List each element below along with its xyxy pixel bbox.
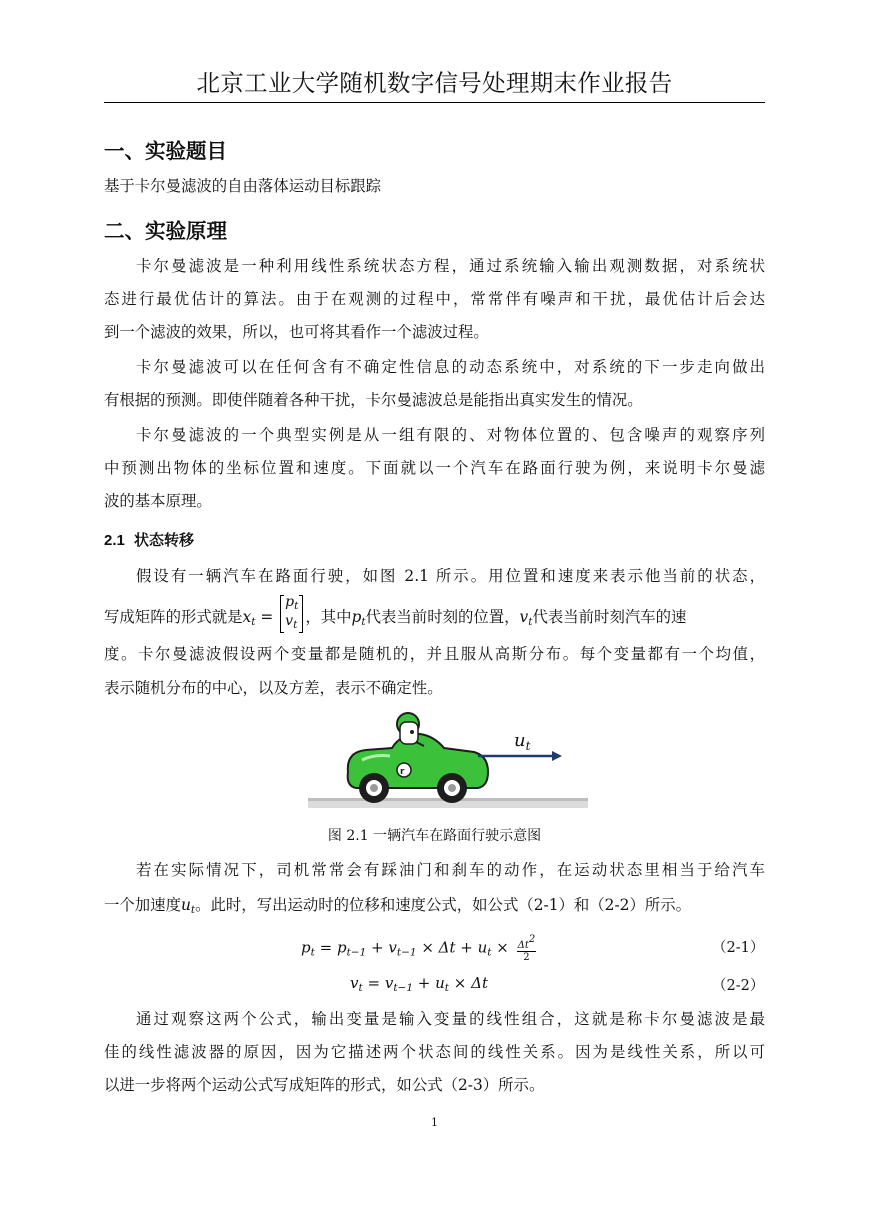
paragraph-line: 以进一步将两个运动公式写成矩阵的形式，如公式（2-3）所示。 (104, 1076, 545, 1094)
equation-number: （2-2） (712, 978, 765, 994)
paragraph-line: 到一个滤波的效果，所以，也可将其看作一个滤波过程。 (104, 323, 489, 341)
paragraph-line: 波的基本原理。 (104, 492, 212, 510)
text-run: 写成矩阵的形式就是 (104, 608, 243, 626)
car-figure (304, 712, 592, 816)
equation-2-1: $p_t = p_{t-1} + v_{t-1} \times \Delta t + u_t$ × $\frac{\Delta t2}{2}$ (301, 934, 536, 963)
paragraph-line: 卡尔曼滤波可以在任何含有不确定性信息的动态系统中，对系统的下一步走向做出 (136, 358, 765, 376)
paragraph-line: 卡尔曼滤波的一个典型实例是从一组有限的、对物体位置的、包含噪声的观察序列 (136, 426, 765, 444)
paragraph-line: 若在实际情况下，司机常常会有踩油门和刹车的动作，在运动状态里相当于给汽车 (136, 861, 765, 879)
text-run: 代表当前时刻的位置， (365, 608, 520, 626)
state-vector-formula: $x_t$ = $p_t$ $v_t$ (243, 608, 306, 626)
section-1-heading: 一、实验题目 (104, 139, 227, 163)
text-run: 一个加速度 (104, 896, 181, 914)
rear-wheel (359, 773, 389, 803)
subsection-number: 2.1 (104, 532, 125, 549)
equation-number: （2-1） (712, 940, 765, 956)
position-symbol: $p_t$ (351, 608, 366, 628)
svg-text:r: r (400, 767, 405, 777)
paragraph-line-with-math (104, 895, 765, 920)
acceleration-arrow (478, 751, 562, 761)
subsection-2-1-heading (104, 529, 194, 550)
section-2-heading: 二、实验原理 (104, 219, 227, 243)
page-header-title: 北京工业大学随机数字信号处理期末作业报告 (196, 69, 673, 97)
text-run: 。此时，写出运动时的位移和速度公式，如公式（2-1）和（2-2）所示。 (195, 896, 692, 914)
section-1-body: 基于卡尔曼滤波的自由落体运动目标跟踪 (104, 177, 382, 195)
paragraph-line: 态进行最优估计的算法。由于在观测的过程中，常常伴有噪声和干扰，最优估计后会达 (104, 290, 765, 308)
paragraph-line: 假设有一辆汽车在路面行驶，如图 2.1 所示。用位置和速度来表示他当前的状态， (136, 567, 765, 585)
text-run: 代表当前时刻汽车的速 (532, 608, 687, 626)
paragraph-line: 通过观察这两个公式，输出变量是输入变量的线性组合，这就是称卡尔曼滤波是最 (136, 1010, 765, 1028)
acceleration-symbol: $u_t$ (180, 896, 196, 916)
paragraph-line: 度。卡尔曼滤波假设两个变量都是随机的，并且服从高斯分布。每个变量都有一个均值， (104, 645, 765, 663)
header-rule (104, 102, 765, 103)
paragraph-line: 卡尔曼滤波是一种利用线性系统状态方程，通过系统输入输出观测数据，对系统状 (136, 257, 765, 275)
velocity-symbol: $v_t$ (519, 608, 533, 628)
paragraph-line: 有根据的预测。即使伴随着各种干扰，卡尔曼滤波总是能指出真实发生的情况。 (104, 391, 643, 409)
car-icon (348, 713, 488, 803)
paragraph-line: 中预测出物体的坐标位置和速度。下面就以一个汽车在路面行驶为例，来说明卡尔曼滤 (104, 459, 765, 477)
subsection-title: 状态转移 (134, 531, 195, 549)
figure-caption: 图 2.1 一辆汽车在路面行驶示意图 (327, 828, 542, 844)
paragraph-line-with-math (104, 594, 765, 633)
front-wheel (437, 773, 467, 803)
delta-t-squared-fraction: $\frac{\Delta t2}{2}$ (517, 934, 536, 963)
paragraph-line: 佳的线性滤波器的原因，因为它描述两个状态间的线性关系。因为是线性关系，所以可 (104, 1043, 765, 1061)
text-run: ，其中 (305, 608, 352, 626)
paragraph-line: 表示随机分布的中心，以及方差，表示不确定性。 (104, 679, 443, 697)
page-number: 1 (431, 1116, 438, 1129)
equation-2-2: $v_t = v_{t-1} + u_t \times \Delta t$ (350, 974, 488, 994)
state-matrix: $p_t$ $v_t$ (280, 595, 303, 633)
arrow-label: $u_t$ (514, 730, 531, 753)
